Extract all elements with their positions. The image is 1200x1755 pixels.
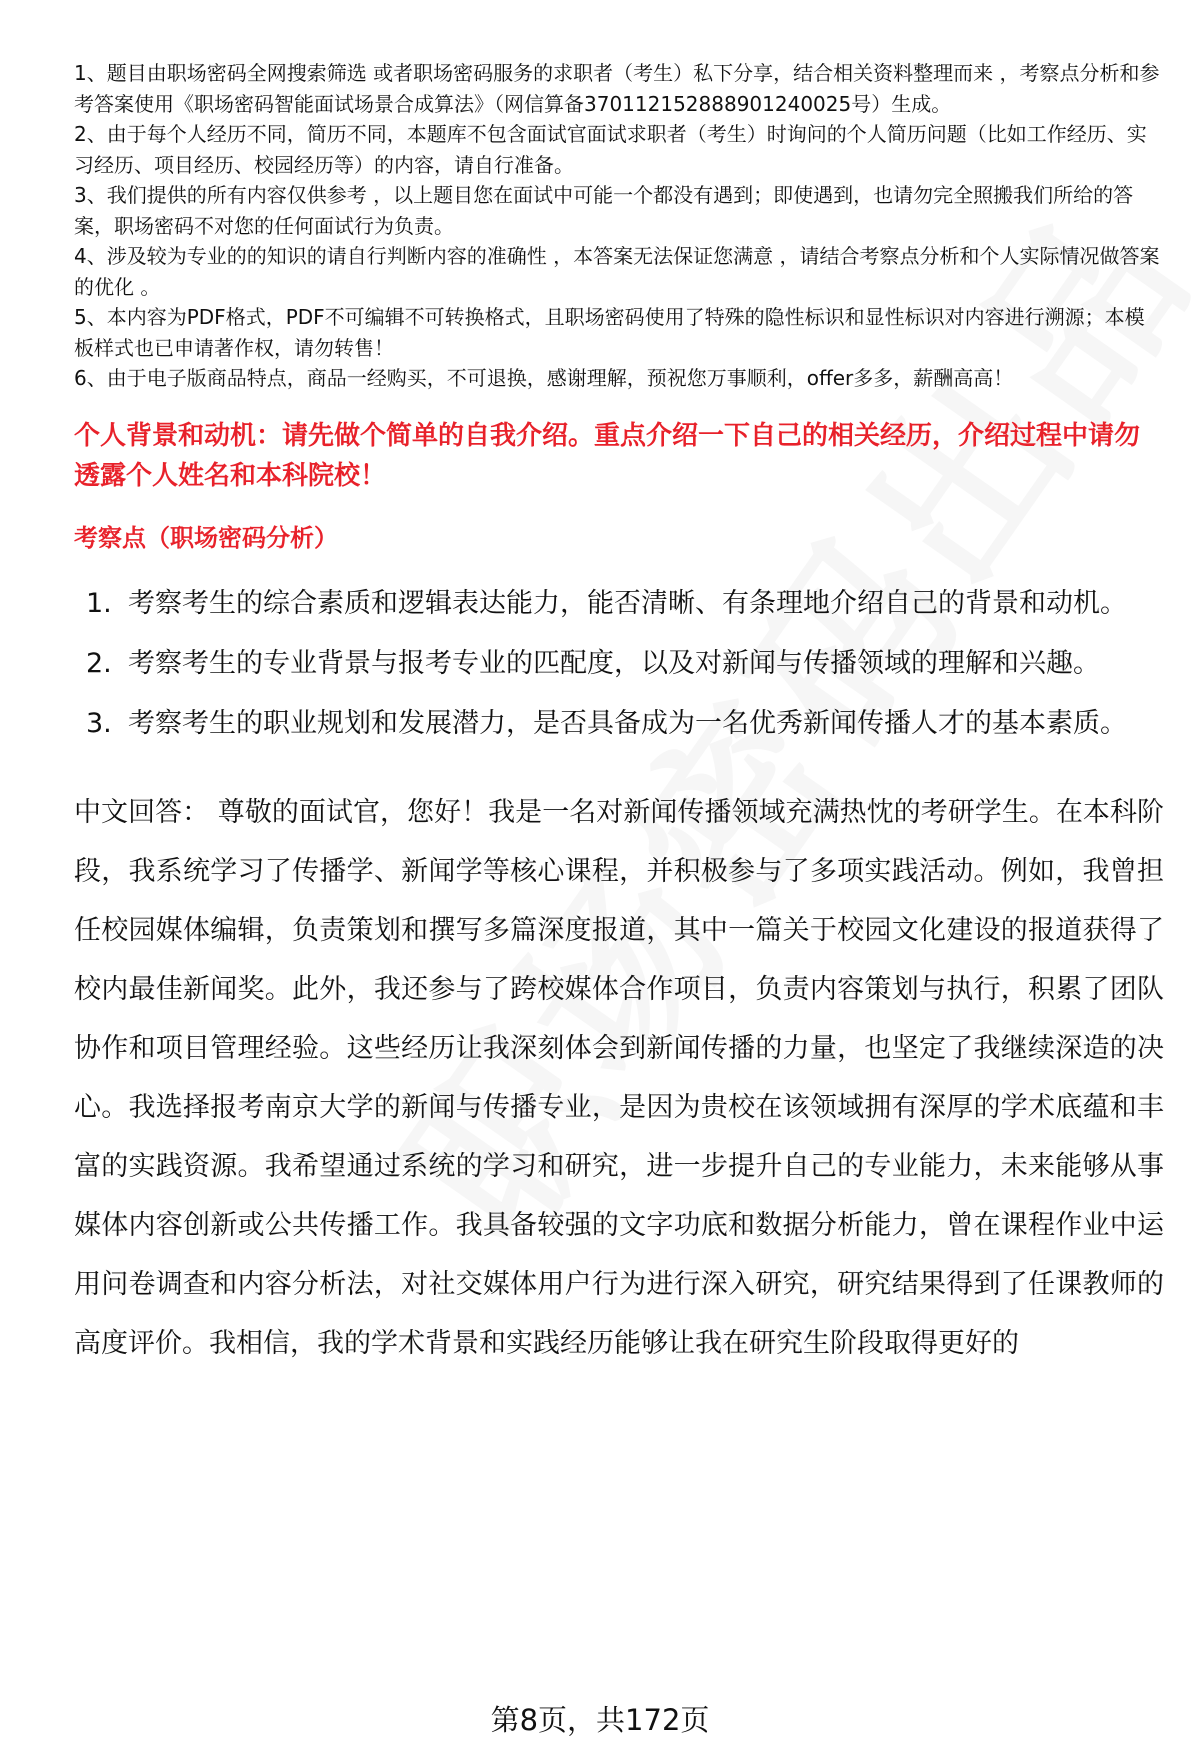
notice-item: 2、由于每个人经历不同，简历不同，本题库不包含面试官面试求职者（考生）时询问的个人简历问题（比如工作经历、实习经历、项目经历、校园经历等）的内容，请自行准备。 — [74, 122, 1147, 177]
answer-paragraph: 中文回答： 尊敬的面试官，您好！我是一名对新闻传播领域充满热忱的考研学生。在本科阶段，我系统学习了传播学、新闻学等核心课程，并积极参与了多项实践活动。例如，我曾担任校园媒体编辑，负责策划和撰写多篇深度报道，其中一篇关于校园文化建设的报道获得了校内最佳新闻奖。此外，我还参与了跨校媒体合作项目，负责内容策划与执行，积累了团队协作和项目管理经验。这些经历让我深刻体会到新闻传播的力量，也坚定了我继续深造的决心。我选择报考南京大学的新闻与传播专业，是因为贵校在该领域拥有深厚的学术底蕴和丰富的实践资源。我希望通过系统的学习和研究，进一步提升自己的专业能力，未来能够从事媒体内容创新或公共传播工作。我具备较强的文字功底和数据分析能力，曾在课程作业中运用问卷调查和内容分析法，对社交媒体用户行为进行深入研究，研究结果得到了任课教师的高度评价。我相信，我的学术背景和实践经历能够让我在研究生阶段取得更好的 — [74, 796, 1164, 1359]
analysis-point — [74, 634, 1164, 693]
page-number: 第8页，共172页 — [490, 1703, 710, 1737]
point-number: 2. — [86, 647, 112, 679]
point-text: 考察考生的专业背景与报考专业的匹配度，以及对新闻与传播领域的理解和兴趣。 — [128, 647, 1100, 679]
analysis-point — [74, 694, 1164, 753]
notice-item: 4、涉及较为专业的的知识的请自行判断内容的准确性 ，本答案无法保证您满意 ，请结合考察点分析和个人实际情况做答案的优化 。 — [74, 244, 1160, 299]
point-text: 考察考生的职业规划和发展潜力，是否具备成为一名优秀新闻传播人才的基本素质。 — [128, 707, 1127, 739]
point-number: 1. — [86, 587, 112, 619]
question-heading: 个人背景和动机：请先做个简单的自我介绍。重点介绍一下自己的相关经历，介绍过程中请勿透露个人姓名和本科院校！ — [74, 420, 1141, 491]
page-content — [74, 58, 1164, 1373]
notice-item: 3、我们提供的所有内容仅供参考 ，以上题目您在面试中可能一个都没有遇到；即使遇到，也请勿完全照搬我们所给的答案，职场密码不对您的任何面试行为负责。 — [74, 183, 1134, 238]
notice-list — [74, 58, 1164, 394]
analysis-point — [74, 574, 1164, 633]
notice-item: 5、本内容为PDF格式，PDF不可编辑不可转换格式，且职场密码使用了特殊的隐性标识和显性标识对内容进行溯源；本模板样式也已申请著作权，请勿转售！ — [74, 305, 1145, 360]
analysis-title: 考察点（职场密码分析） — [74, 523, 338, 552]
analysis-points — [74, 574, 1164, 753]
point-text: 考察考生的综合素质和逻辑表达能力，能否清晰、有条理地介绍自己的背景和动机。 — [128, 587, 1127, 619]
notice-item: 1、题目由职场密码全网搜索筛选 或者职场密码服务的求职者（考生）私下分享，结合相关资料整理而来 ，考察点分析和参考答案使用《职场密码智能面试场景合成算法》（网信算备370112152888901240025号）生成。 — [74, 61, 1160, 116]
notice-item: 6、由于电子版商品特点，商品一经购买，不可退换，感谢理解，预祝您万事顺利，offer多多，薪酬高高！ — [74, 366, 1014, 390]
point-number: 3. — [86, 707, 112, 739]
